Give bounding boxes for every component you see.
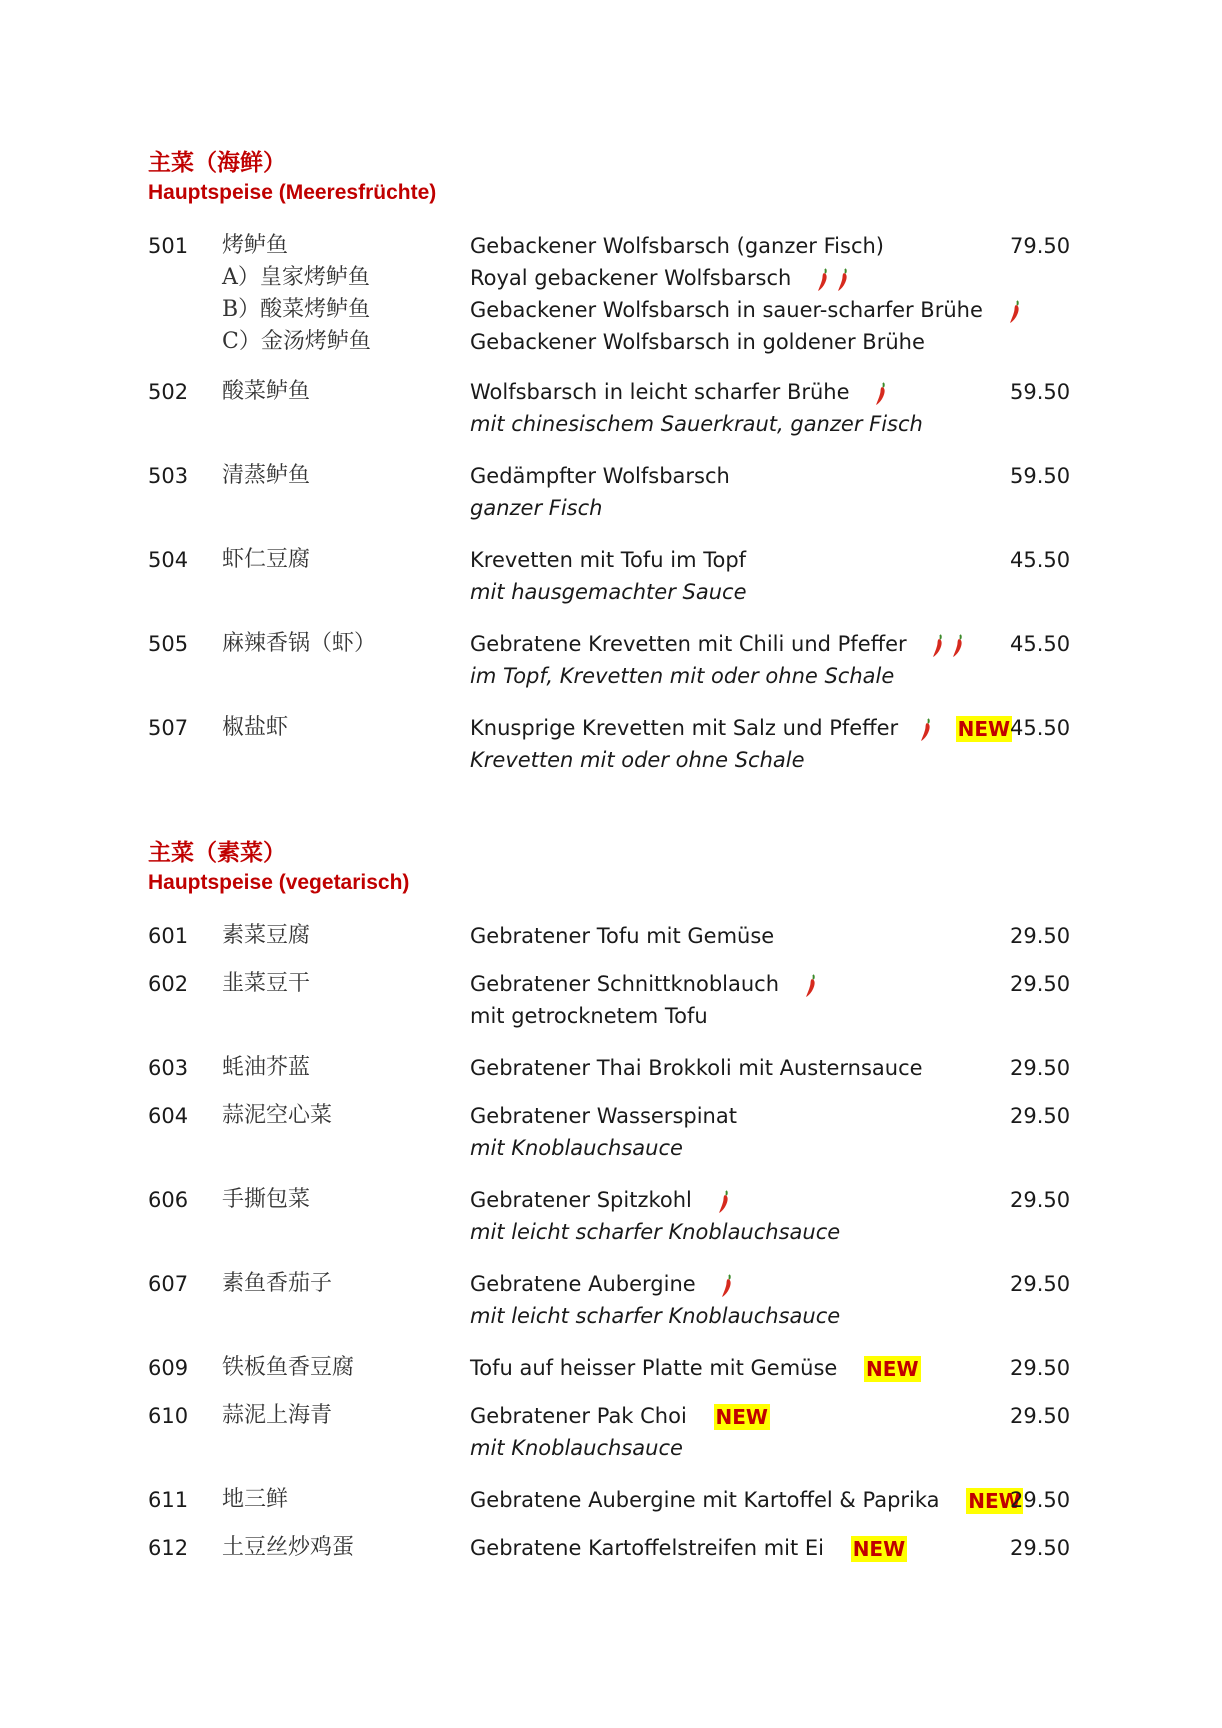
item-name-cn: 土豆丝炒鸡蛋 [222, 1535, 355, 1560]
item-description: mit Knoblauchsauce [470, 1136, 683, 1160]
item-name-cn: B）酸菜烤鲈鱼 [222, 297, 371, 322]
item-price: 29.50 [1010, 972, 1071, 996]
item-number: 504 [148, 548, 189, 572]
item-description: mit leicht scharfer Knoblauchsauce [470, 1220, 841, 1244]
item-price: 29.50 [1010, 924, 1071, 948]
menu-item [148, 628, 1071, 692]
item-description: mit Knoblauchsauce [470, 1436, 683, 1460]
item-name-de: Gebackener Wolfsbarsch in sauer-scharfer Brühe [470, 294, 1022, 327]
chili-pepper-icon [874, 377, 888, 409]
item-price: 79.50 [1010, 234, 1071, 258]
item-name-cn: 蒜泥上海青 [222, 1403, 333, 1428]
menu-item [148, 326, 1068, 358]
item-name-de: Tofu auf heisser Platte mit Gemüse NEW [470, 1356, 919, 1381]
item-name-de: Gebratene Aubergine [470, 1268, 734, 1301]
section-title-de: Hauptspeise (Meeresfrüchte) [148, 181, 437, 204]
menu-item [148, 1484, 1071, 1516]
item-name-de: Wolfsbarsch in leicht scharfer Brühe [470, 376, 888, 409]
item-name-cn: 清蒸鲈鱼 [222, 463, 311, 488]
item-number: 601 [148, 924, 189, 948]
chili-pepper-icon [816, 263, 830, 295]
item-price: 45.50 [1010, 716, 1071, 740]
item-name-cn: A）皇家烤鲈鱼 [222, 265, 370, 290]
item-description: im Topf, Krevetten mit oder ohne Schale [470, 664, 895, 688]
item-price: 29.50 [1010, 1272, 1071, 1296]
item-name-cn: 烤鲈鱼 [222, 233, 289, 258]
chili-pepper-icon [804, 969, 818, 1001]
item-description: mit chinesischem Sauerkraut, ganzer Fisch [470, 412, 923, 436]
item-price: 29.50 [1010, 1536, 1071, 1560]
item-description: ganzer Fisch [470, 496, 603, 520]
menu-item [148, 1532, 1071, 1564]
new-badge: NEW [968, 1489, 1021, 1513]
item-name-de: Gedämpfter Wolfsbarsch [470, 464, 730, 488]
item-price: 45.50 [1010, 632, 1071, 656]
section-title-de: Hauptspeise (vegetarisch) [148, 871, 410, 894]
item-price: 29.50 [1010, 1356, 1071, 1380]
item-number: 502 [148, 380, 189, 404]
item-name-de: Gebratene Aubergine mit Kartoffel & Paprika NEW [470, 1488, 1021, 1513]
item-name-cn: 虾仁豆腐 [222, 547, 311, 572]
item-number: 501 [148, 234, 189, 258]
item-name-cn: 素菜豆腐 [222, 923, 311, 948]
item-name-de: Royal gebackener Wolfsbarsch [470, 262, 850, 295]
new-badge: NEW [715, 1405, 768, 1429]
item-name-de: Gebratener Wasserspinat [470, 1104, 737, 1128]
menu-page [148, 148, 1071, 1564]
chili-pepper-icon [1008, 295, 1022, 327]
menu-item [148, 294, 1068, 326]
menu-item [148, 1100, 1071, 1164]
item-price: 59.50 [1010, 380, 1071, 404]
item-number: 610 [148, 1404, 189, 1428]
item-name-de: Gebratener Spitzkohl [470, 1184, 731, 1217]
item-name-cn: 手撕包菜 [222, 1187, 311, 1212]
menu-item [148, 968, 1071, 1032]
menu-item [148, 1268, 1071, 1332]
item-name-de: Gebratener Pak Choi NEW [470, 1404, 768, 1429]
item-price: 29.50 [1010, 1488, 1071, 1512]
item-number: 503 [148, 464, 189, 488]
item-number: 612 [148, 1536, 189, 1560]
item-name-de: Gebratene Krevetten mit Chili und Pfeffer [470, 628, 965, 661]
item-number: 607 [148, 1272, 189, 1296]
new-badge: NEW [957, 717, 1011, 741]
menu-item [148, 712, 1071, 776]
item-price: 59.50 [1010, 464, 1071, 488]
item-name-de: Gebratene Kartoffelstreifen mit Ei NEW [470, 1536, 906, 1561]
item-description: mit leicht scharfer Knoblauchsauce [470, 1304, 841, 1328]
item-name-de: Gebratener Tofu mit Gemüse [470, 924, 775, 948]
item-name-cn: 素鱼香茄子 [222, 1271, 333, 1296]
menu-item [148, 460, 1071, 524]
menu-item [148, 1184, 1071, 1248]
new-badge: NEW [866, 1357, 919, 1381]
menu-item [148, 1352, 1071, 1384]
chili-pepper-icon [836, 263, 850, 295]
chili-pepper-icon [720, 1269, 734, 1301]
item-price: 29.50 [1010, 1188, 1071, 1212]
menu-item [148, 1400, 1071, 1464]
item-number: 505 [148, 632, 189, 656]
item-name-de: Gebratener Thai Brokkoli mit Austernsauce [470, 1056, 923, 1080]
item-description: mit hausgemachter Sauce [470, 580, 747, 604]
item-name-cn: 韭菜豆干 [222, 971, 311, 996]
item-name-cn: 铁板鱼香豆腐 [222, 1355, 355, 1380]
item-description: Krevetten mit oder ohne Schale [470, 748, 805, 772]
chili-pepper-icon [919, 713, 933, 745]
chili-pepper-icon [931, 629, 945, 661]
item-number: 604 [148, 1104, 189, 1128]
item-price: 29.50 [1010, 1056, 1071, 1080]
item-description: mit getrocknetem Tofu [470, 1004, 708, 1028]
menu-item [148, 544, 1071, 608]
item-name-de: Gebackener Wolfsbarsch (ganzer Fisch) [470, 234, 884, 258]
item-name-cn: C）金汤烤鲈鱼 [222, 329, 371, 354]
item-name-cn: 蚝油芥蓝 [222, 1055, 311, 1080]
item-name-cn: 地三鲜 [222, 1487, 289, 1512]
item-price: 29.50 [1010, 1104, 1071, 1128]
menu-item [148, 920, 1071, 952]
item-number: 611 [148, 1488, 189, 1512]
item-number: 507 [148, 716, 189, 740]
item-number: 603 [148, 1056, 189, 1080]
item-name-cn: 蒜泥空心菜 [222, 1103, 333, 1128]
item-number: 609 [148, 1356, 189, 1380]
new-badge: NEW [852, 1537, 906, 1561]
menu-item [148, 262, 1068, 294]
menu-item [148, 230, 1071, 262]
item-name-de: Gebackener Wolfsbarsch in goldener Brühe [470, 330, 925, 354]
section-title-cn: 主菜（素菜） [148, 839, 286, 866]
item-number: 602 [148, 972, 189, 996]
item-price: 29.50 [1010, 1404, 1071, 1428]
menu-item [148, 376, 1071, 440]
item-number: 606 [148, 1188, 189, 1212]
section-title-cn: 主菜（海鲜） [148, 149, 286, 176]
item-name-cn: 酸菜鲈鱼 [222, 379, 311, 404]
section-heading [148, 148, 1068, 208]
chili-pepper-icon [717, 1185, 731, 1217]
item-name-cn: 麻辣香锅（虾） [222, 631, 377, 656]
item-name-de: Krevetten mit Tofu im Topf [470, 548, 747, 572]
item-name-cn: 椒盐虾 [222, 715, 289, 740]
menu-item [148, 1052, 1071, 1084]
item-name-de: Knusprige Krevetten mit Salz und Pfeffer NEW [470, 712, 1012, 745]
item-name-de: Gebratener Schnittknoblauch [470, 968, 818, 1001]
chili-pepper-icon [951, 629, 965, 661]
section-heading [148, 838, 1068, 898]
item-price: 45.50 [1010, 548, 1071, 572]
